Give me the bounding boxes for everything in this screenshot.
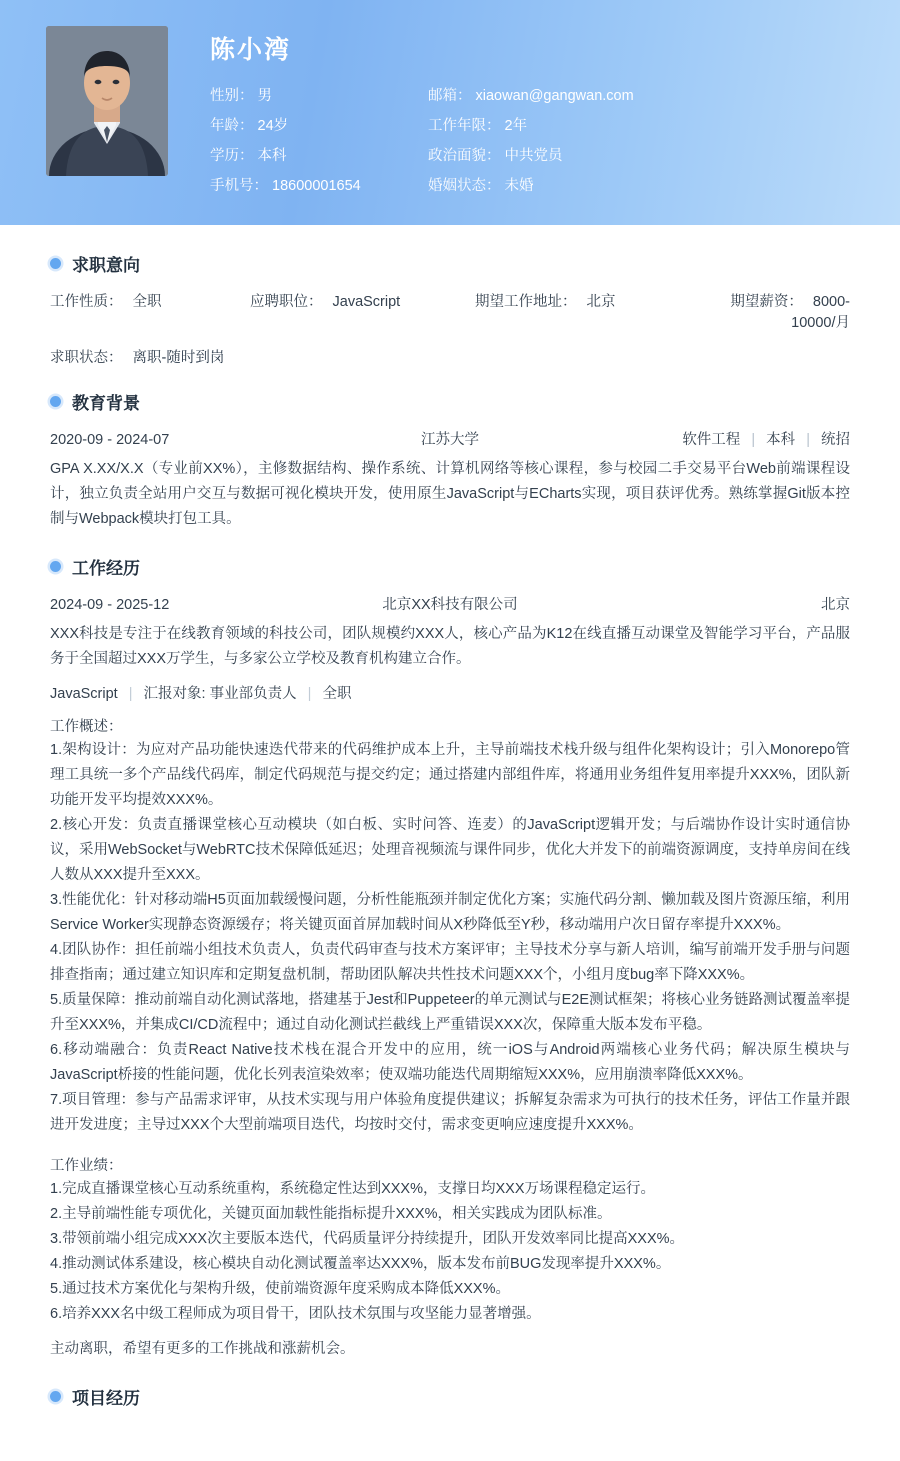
bullet-dot-icon bbox=[50, 561, 61, 572]
header-field-political-value: 中共党员 bbox=[504, 148, 563, 164]
work-performance-item-2: 2.主导前端性能专项优化，关键页面加载性能指标提升XXX%，相关实践成为团队标准。 bbox=[50, 1206, 612, 1222]
header-field-education-label: 学历： bbox=[210, 148, 254, 164]
header-field-experience-value: 2年 bbox=[504, 118, 528, 134]
header-field-phone-value: 18600001654 bbox=[272, 178, 361, 194]
section-project bbox=[50, 1384, 850, 1409]
avatar bbox=[46, 26, 168, 176]
section-title-project bbox=[50, 1384, 850, 1409]
bullet-dot-icon bbox=[50, 396, 61, 407]
header-field-education-value: 本科 bbox=[257, 148, 287, 164]
work-overview-item-5: 5.质量保障：推动前端自动化测试落地，搭建基于Jest和Puppeteer的单元测试与E2E测试框架；将核心业务链路测试覆盖率提升至XXX%，并集成CI/CD流程中；通过自动化测试拦截线上严重错误XXX次，保障重大版本发布平稳。 bbox=[50, 992, 851, 1033]
header-field-gender-value: 男 bbox=[257, 88, 272, 104]
job-intent-salary bbox=[700, 290, 850, 332]
work-overview-item-7: 7.项目管理：参与产品需求评审，从技术实现与用户体验角度提供建议；拆解复杂需求为可执行的技术任务，评估工作量并跟进开发进度；主导过XXX个大型前端项目迭代，均按时交付，需求变更响应速度提升XXX%。 bbox=[50, 1092, 850, 1133]
job-intent-status-label: 求职状态： bbox=[50, 350, 123, 366]
header-field-phone-label: 手机号： bbox=[210, 178, 268, 194]
header-field-phone bbox=[210, 174, 428, 195]
header-field-marital-value: 未婚 bbox=[504, 178, 534, 194]
header-field-gender-label: 性别： bbox=[210, 88, 254, 104]
education-degree: 本科 bbox=[766, 432, 796, 448]
work-overview-item-1: 1.架构设计：为应对产品功能快速迭代带来的代码维护成本上升，主导前端技术栈升级与组件化架构设计；引入Monorepo管理工具统一多个产品线代码库，制定代码规范与提交约定；通过搭建内部组件库，将通用业务组件复用率提升XXX%，团队新功能开发平均提效XXX%。 bbox=[50, 742, 850, 808]
spacer bbox=[50, 1138, 850, 1148]
section-title-education-label: 教育背景 bbox=[72, 394, 140, 413]
divider: | bbox=[307, 686, 312, 702]
section-title-job-intent bbox=[50, 251, 850, 276]
work-company-description: XXX科技是专注于在线教育领域的科技公司，团队规模约XXX人，核心产品为K12在线直播互动课堂及智能学习平台，产品服务于全国超过XXX万学生，与多家公立学校及教育机构建立合作。 bbox=[50, 626, 850, 667]
bullet-dot-icon bbox=[50, 258, 61, 269]
job-intent-salary-value: 8000-10000/月 bbox=[791, 294, 850, 331]
header-field-email-value: xiaowan@gangwan.com bbox=[475, 88, 634, 104]
section-work bbox=[50, 554, 850, 1362]
header-info bbox=[210, 26, 860, 195]
header-field-age bbox=[210, 114, 428, 135]
work-company: 北京XX科技有限公司 bbox=[382, 597, 518, 613]
divider: | bbox=[806, 432, 810, 448]
job-intent-nature-value: 全职 bbox=[132, 294, 162, 310]
work-overview-item-6: 6.移动端融合：负责React Native技术栈在混合开发中的应用，统一iOS与Android两端核心业务代码；解决原生模块与JavaScript桥接的性能问题，优化长列表渲染效率；使双端功能迭代周期缩短XXX%，应用崩溃率降低XXX%。 bbox=[50, 1042, 850, 1083]
work-performance-item-1: 1.完成直播课堂核心互动系统重构，系统稳定性达到XXX%，支撑日均XXX万场课程稳定运行。 bbox=[50, 1181, 656, 1197]
work-meta bbox=[50, 682, 850, 703]
header-field-email bbox=[428, 84, 860, 105]
header-field-education bbox=[210, 144, 428, 165]
work-nature: 全职 bbox=[322, 686, 352, 702]
work-leave-reason: 主动离职，希望有更多的工作挑战和涨薪机会。 bbox=[50, 1341, 355, 1357]
resume-header bbox=[0, 0, 900, 225]
header-field-marital-label: 婚姻状态： bbox=[428, 178, 501, 194]
work-position: JavaScript bbox=[50, 686, 118, 702]
section-title-project-label: 项目经历 bbox=[72, 1389, 140, 1408]
header-field-email-label: 邮箱： bbox=[428, 88, 472, 104]
divider: | bbox=[751, 432, 756, 448]
work-performance-item-6: 6.培养XXX名中级工程师成为项目骨干，团队技术氛围与攻坚能力显著增强。 bbox=[50, 1306, 541, 1322]
spacer bbox=[50, 1327, 850, 1337]
job-intent-position bbox=[250, 290, 475, 332]
education-date: 2020-09 - 2024-07 bbox=[50, 432, 170, 448]
work-report-to: 汇报对象: 事业部负责人 bbox=[143, 686, 297, 702]
job-intent-location-label: 期望工作地址： bbox=[475, 294, 577, 310]
job-intent-position-label: 应聘职位： bbox=[250, 294, 323, 310]
job-intent-position-value: JavaScript bbox=[332, 294, 401, 310]
header-field-gender bbox=[210, 84, 428, 105]
job-intent-location bbox=[475, 290, 700, 332]
header-fields bbox=[210, 84, 860, 195]
header-field-experience bbox=[428, 114, 860, 135]
header-field-marital bbox=[428, 174, 860, 195]
section-education bbox=[50, 389, 850, 532]
avatar-photo bbox=[46, 26, 168, 176]
job-intent-row-1 bbox=[50, 290, 850, 332]
candidate-name: 陈小湾 bbox=[210, 36, 292, 64]
education-school: 江苏大学 bbox=[421, 432, 479, 448]
section-title-job-intent-label: 求职意向 bbox=[72, 256, 140, 275]
work-location: 北京 bbox=[821, 597, 850, 613]
header-field-political-label: 政治面貌： bbox=[428, 148, 501, 164]
section-job-intent bbox=[50, 251, 850, 367]
section-title-education bbox=[50, 389, 850, 414]
education-major: 软件工程 bbox=[682, 432, 741, 448]
resume-body bbox=[0, 225, 900, 1461]
work-performance-item-5: 5.通过技术方案优化与架构升级，使前端资源年度采购成本降低XXX%。 bbox=[50, 1281, 510, 1297]
education-row bbox=[50, 428, 850, 449]
section-title-work bbox=[50, 554, 850, 579]
section-title-work-label: 工作经历 bbox=[72, 559, 140, 578]
work-overview-item-2: 2.核心开发：负责直播课堂核心互动模块（如白板、实时问答、连麦）的JavaScript逻辑开发；与后端协作设计实时通信协议，采用WebSocket与WebRTC技术保障低延迟；处理音视频流与课件同步，优化大并发下的前端资源调度，支持单房间在线人数从XXX提升至XXX。 bbox=[50, 817, 850, 883]
job-intent-nature bbox=[50, 290, 250, 332]
bullet-dot-icon bbox=[50, 1391, 61, 1402]
work-date: 2024-09 - 2025-12 bbox=[50, 597, 170, 613]
header-field-age-label: 年龄： bbox=[210, 118, 254, 134]
work-row bbox=[50, 593, 850, 614]
job-intent-status bbox=[50, 346, 850, 367]
header-field-age-value: 24岁 bbox=[257, 118, 289, 134]
job-intent-location-value: 北京 bbox=[586, 294, 616, 310]
job-intent-salary-label: 期望薪资： bbox=[730, 294, 803, 310]
work-overview-item-3: 3.性能优化：针对移动端H5页面加载缓慢问题，分析性能瓶颈并制定优化方案；实施代码分割、懒加载及图片资源压缩，利用Service Worker实现静态资源缓存；将关键页面首屏加载时间从X秒降低至Y秒，移动端用户次日留存率提升XXX%。 bbox=[50, 892, 850, 933]
education-description: GPA X.XX/X.X（专业前XX%），主修数据结构、操作系统、计算机网络等核心课程，参与校园二手交易平台Web前端课程设计，独立负责全站用户交互与数据可视化模块开发，使用原生JavaScript与ECharts实现，项目获评优秀。熟练掌握Git版本控制与Webpack模块打包工具。 bbox=[50, 461, 850, 527]
work-performance-head: 工作业绩： bbox=[50, 1158, 123, 1174]
work-overview-item-4: 4.团队协作：担任前端小组技术负责人，负责代码审查与技术方案评审；主导技术分享与新人培训，编写前端开发手册与问题排查指南；通过建立知识库和定期复盘机制，帮助团队解决共性技术问题XXX个，小组月度bug率下降XXX%。 bbox=[50, 942, 850, 983]
header-field-political bbox=[428, 144, 860, 165]
divider: | bbox=[128, 686, 133, 702]
work-performance-item-3: 3.带领前端小组完成XXX次主要版本迭代，代码质量评分持续提升，团队开发效率同比提高XXX%。 bbox=[50, 1231, 685, 1247]
education-type: 统招 bbox=[821, 432, 850, 448]
work-performance-item-4: 4.推动测试体系建设，核心模块自动化测试覆盖率达XXX%，版本发布前BUG发现率提升XXX%。 bbox=[50, 1256, 671, 1272]
header-field-experience-label: 工作年限： bbox=[428, 118, 501, 134]
job-intent-nature-label: 工作性质： bbox=[50, 294, 123, 310]
education-meta bbox=[586, 428, 850, 449]
job-intent-status-value: 离职-随时到岗 bbox=[132, 350, 225, 366]
work-overview-head: 工作概述： bbox=[50, 719, 123, 735]
